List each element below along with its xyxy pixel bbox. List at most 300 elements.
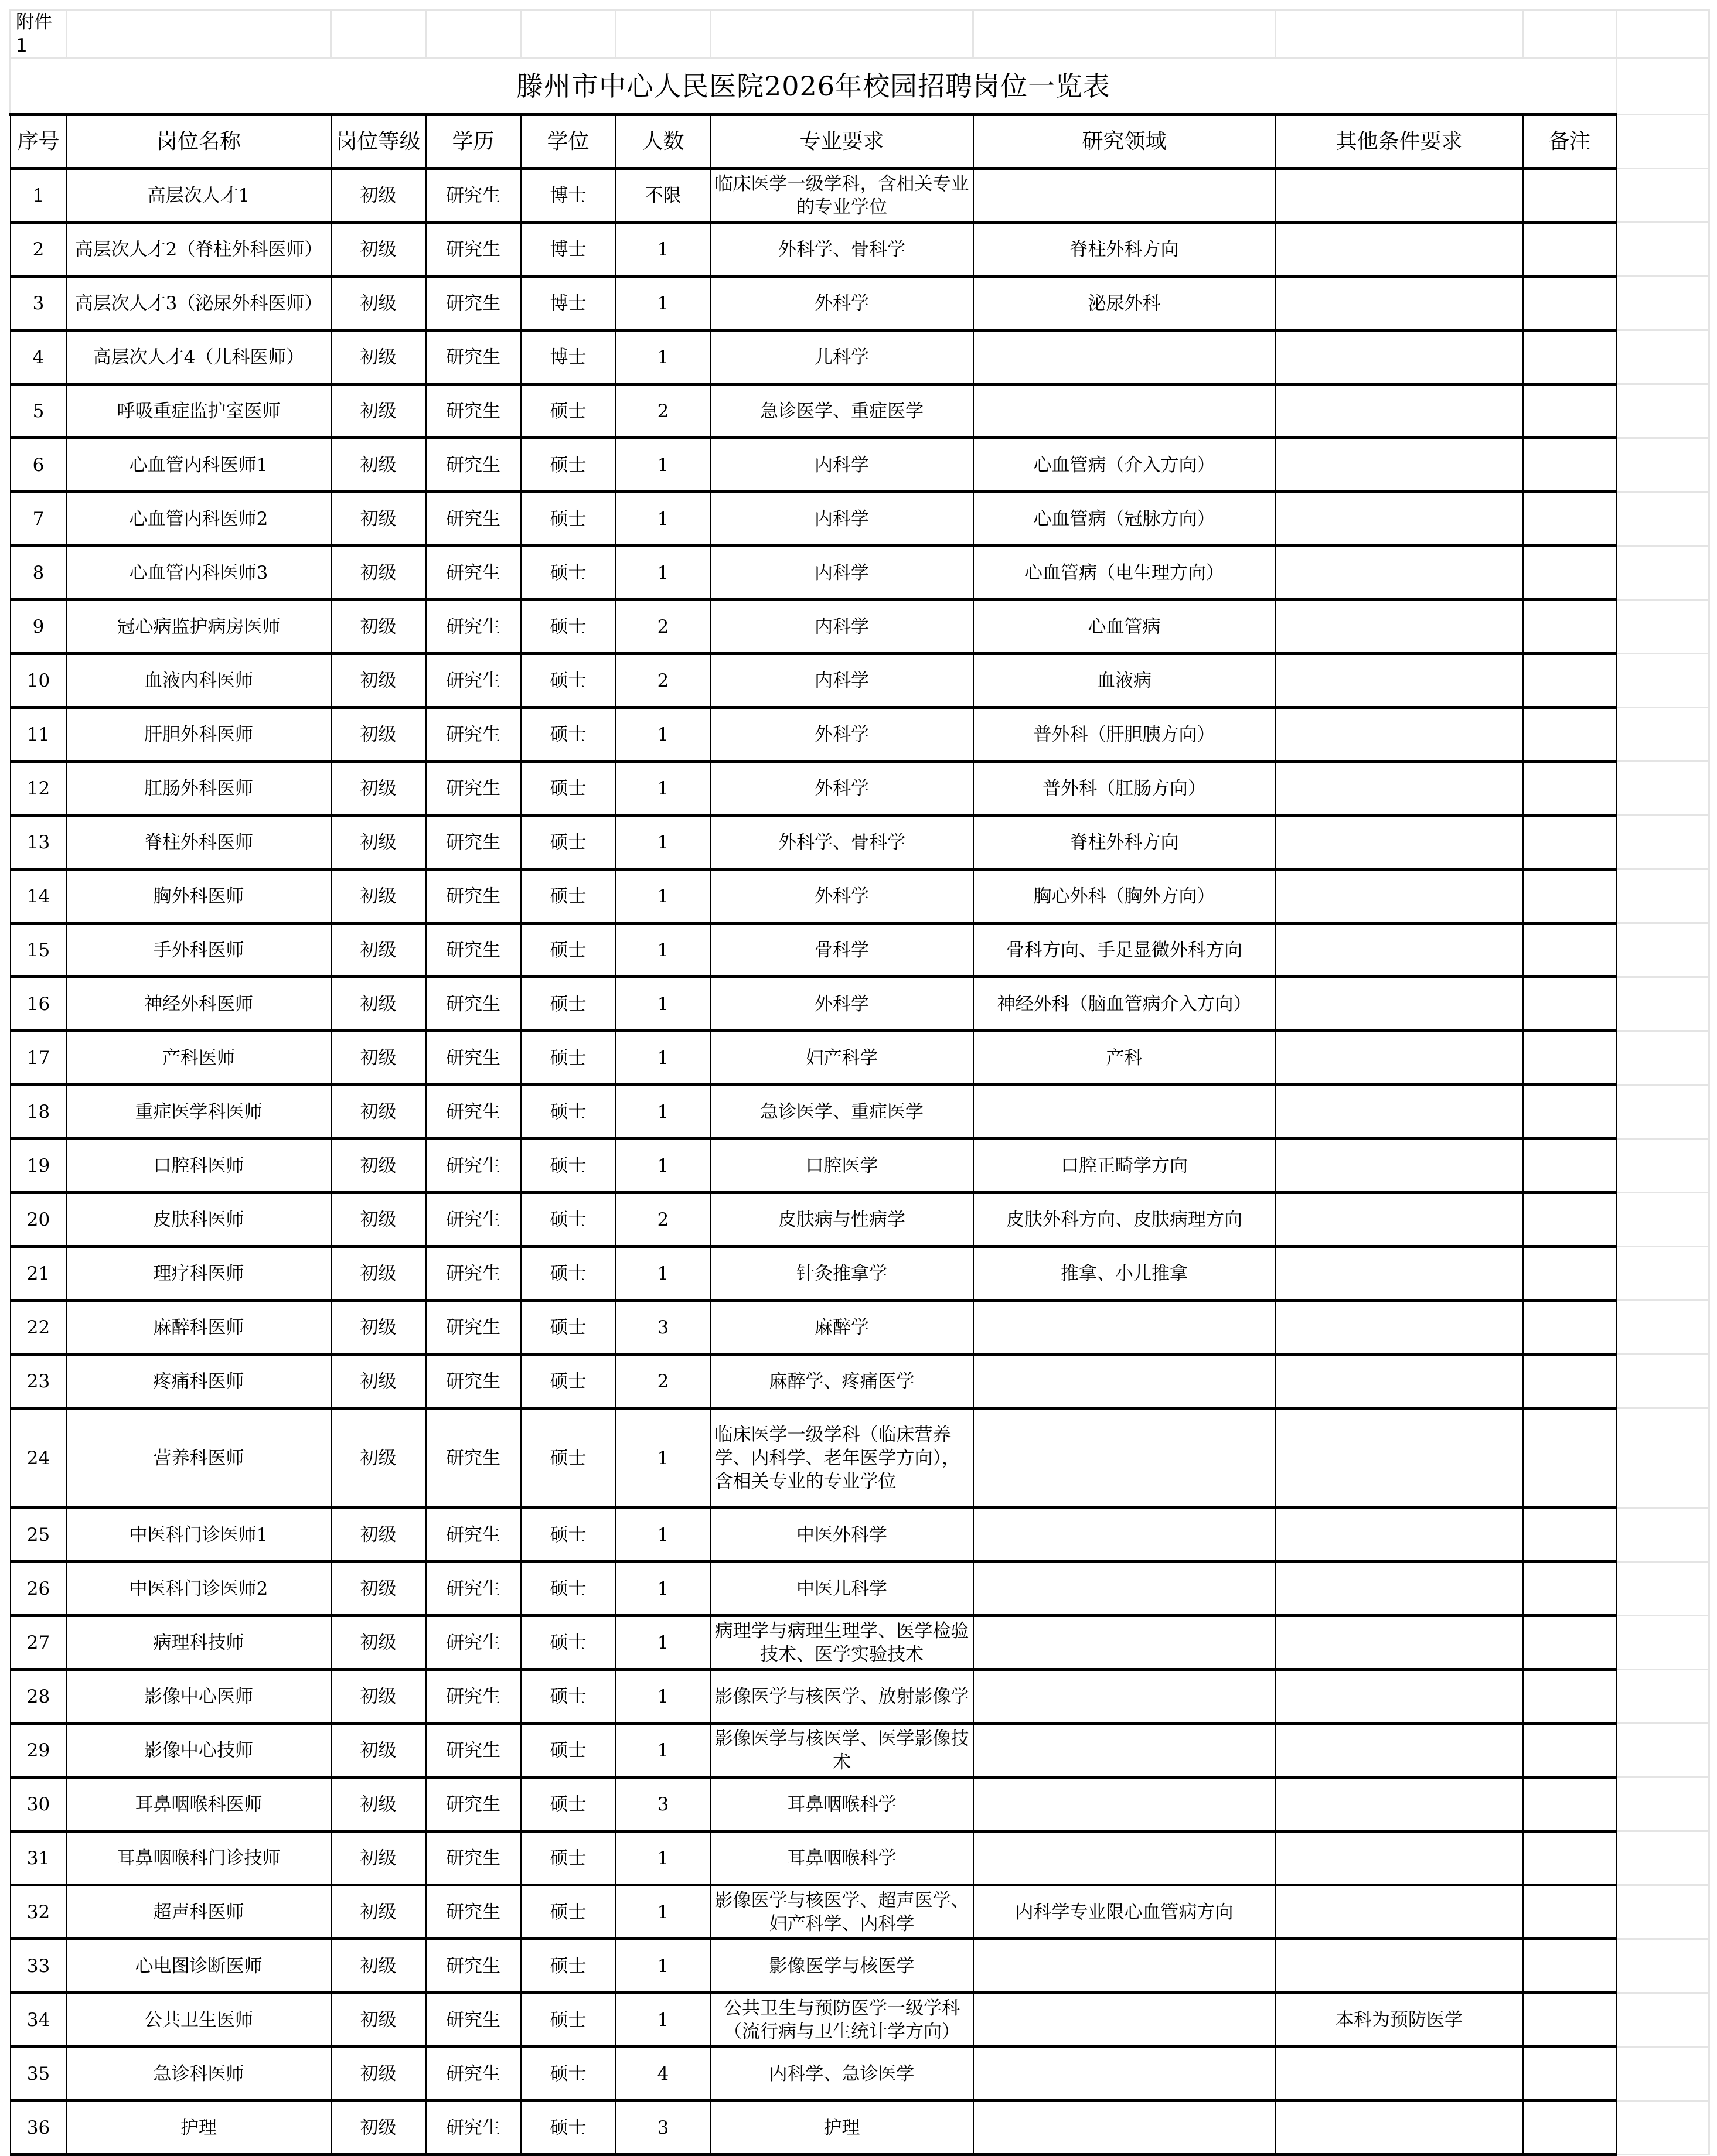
cell-count[interactable]: 1 [616,1085,711,1139]
cell-count[interactable]: 1 [616,223,711,277]
cell-position-name[interactable]: 中医科门诊医师1 [67,1508,331,1562]
empty-cell[interactable] [1617,923,1709,977]
cell-position-name[interactable]: 麻醉科医师 [67,1301,331,1355]
cell-count[interactable]: 3 [616,2101,711,2155]
cell-note[interactable] [1523,1247,1617,1301]
cell-major[interactable]: 中医外科学 [711,1508,973,1562]
cell-count[interactable]: 1 [616,492,711,546]
empty-cell[interactable] [1617,330,1709,384]
cell-position-name[interactable]: 高层次人才4（儿科医师） [67,330,331,384]
empty-cell[interactable] [1617,438,1709,492]
cell-degree[interactable]: 硕士 [521,1031,616,1085]
cell-note[interactable] [1523,869,1617,923]
empty-cell[interactable] [1617,869,1709,923]
cell-other[interactable] [1276,1508,1523,1562]
cell-degree[interactable]: 硕士 [521,1301,616,1355]
cell-major[interactable]: 外科学 [711,762,973,816]
cell-note[interactable] [1523,1301,1617,1355]
cell-count[interactable]: 2 [616,1355,711,1408]
cell-education[interactable]: 研究生 [426,1562,521,1616]
cell-degree[interactable]: 硕士 [521,869,616,923]
cell-level[interactable]: 初级 [331,1993,426,2047]
cell-count[interactable]: 2 [616,384,711,438]
cell-other[interactable] [1276,384,1523,438]
cell-research[interactable] [973,384,1276,438]
cell-level[interactable]: 初级 [331,384,426,438]
cell-major[interactable]: 耳鼻咽喉科学 [711,1831,973,1885]
cell-position-name[interactable]: 皮肤科医师 [67,1193,331,1247]
cell-level[interactable]: 初级 [331,1031,426,1085]
cell-major[interactable]: 外科学 [711,869,973,923]
cell-note[interactable] [1523,977,1617,1031]
cell-note[interactable] [1523,923,1617,977]
cell-count[interactable]: 1 [616,1724,711,1778]
cell-note[interactable] [1523,169,1617,223]
cell-research[interactable]: 血液病 [973,654,1276,708]
cell-education[interactable]: 研究生 [426,923,521,977]
empty-cell[interactable] [1617,1139,1709,1193]
cell-research[interactable]: 心血管病（介入方向） [973,438,1276,492]
empty-cell[interactable] [1617,546,1709,600]
cell-degree[interactable]: 硕士 [521,546,616,600]
empty-cell[interactable] [1617,1939,1709,1993]
cell-other[interactable] [1276,2047,1523,2101]
cell-major[interactable]: 麻醉学、疼痛医学 [711,1355,973,1408]
cell-count[interactable]: 1 [616,1031,711,1085]
cell-count[interactable]: 1 [616,816,711,869]
cell-other[interactable] [1276,1193,1523,1247]
cell-no[interactable]: 34 [11,1993,67,2047]
cell-note[interactable] [1523,1355,1617,1408]
cell-note[interactable] [1523,708,1617,762]
cell-position-name[interactable]: 手外科医师 [67,923,331,977]
cell-position-name[interactable]: 胸外科医师 [67,869,331,923]
cell-major[interactable]: 影像医学与核医学 [711,1939,973,1993]
cell-level[interactable]: 初级 [331,1670,426,1724]
empty-cell[interactable] [1617,1778,1709,1831]
cell-education[interactable]: 研究生 [426,1831,521,1885]
cell-level[interactable]: 初级 [331,1939,426,1993]
cell-level[interactable]: 初级 [331,600,426,654]
cell-major[interactable]: 临床医学一级学科，含相关专业的专业学位 [711,169,973,223]
cell-no[interactable]: 1 [11,169,67,223]
cell-position-name[interactable]: 产科医师 [67,1031,331,1085]
cell-education[interactable]: 研究生 [426,1885,521,1939]
cell-no[interactable]: 18 [11,1085,67,1139]
cell-count[interactable]: 4 [616,2047,711,2101]
cell-position-name[interactable]: 心血管内科医师2 [67,492,331,546]
cell-degree[interactable]: 博士 [521,330,616,384]
cell-other[interactable] [1276,869,1523,923]
empty-cell[interactable] [1617,2047,1709,2101]
cell-count[interactable]: 1 [616,762,711,816]
cell-degree[interactable]: 硕士 [521,1939,616,1993]
empty-cell[interactable] [1617,762,1709,816]
cell-other[interactable] [1276,277,1523,330]
cell-education[interactable]: 研究生 [426,1508,521,1562]
cell-research[interactable]: 胸心外科（胸外方向） [973,869,1276,923]
cell-position-name[interactable]: 呼吸重症监护室医师 [67,384,331,438]
cell-no[interactable]: 19 [11,1139,67,1193]
empty-cell[interactable] [1617,492,1709,546]
empty-cell[interactable] [1617,816,1709,869]
cell-major[interactable]: 影像医学与核医学、放射影像学 [711,1670,973,1724]
cell-other[interactable] [1276,1670,1523,1724]
cell-level[interactable]: 初级 [331,1508,426,1562]
cell-major[interactable]: 儿科学 [711,330,973,384]
cell-degree[interactable]: 硕士 [521,1193,616,1247]
cell-position-name[interactable]: 冠心病监护病房医师 [67,600,331,654]
cell-position-name[interactable]: 高层次人才3（泌尿外科医师） [67,277,331,330]
cell-no[interactable]: 30 [11,1778,67,1831]
cell-other[interactable] [1276,708,1523,762]
empty-cell[interactable] [1617,1193,1709,1247]
cell-no[interactable]: 9 [11,600,67,654]
cell-degree[interactable]: 硕士 [521,600,616,654]
cell-major[interactable]: 病理学与病理生理学、医学检验技术、医学实验技术 [711,1616,973,1670]
cell-note[interactable] [1523,1562,1617,1616]
cell-note[interactable] [1523,1885,1617,1939]
col-header-other[interactable]: 其他条件要求 [1276,115,1523,169]
cell-no[interactable]: 3 [11,277,67,330]
col-header-count[interactable]: 人数 [616,115,711,169]
cell-note[interactable] [1523,1508,1617,1562]
cell-count[interactable]: 1 [616,277,711,330]
cell-position-name[interactable]: 血液内科医师 [67,654,331,708]
cell-education[interactable]: 研究生 [426,816,521,869]
cell-research[interactable] [973,1831,1276,1885]
cell-research[interactable]: 皮肤外科方向、皮肤病理方向 [973,1193,1276,1247]
cell-note[interactable] [1523,654,1617,708]
cell-degree[interactable]: 硕士 [521,1885,616,1939]
cell-education[interactable]: 研究生 [426,384,521,438]
empty-cell[interactable] [1617,1724,1709,1778]
cell-degree[interactable]: 硕士 [521,708,616,762]
cell-degree[interactable]: 硕士 [521,492,616,546]
cell-no[interactable]: 7 [11,492,67,546]
cell-position-name[interactable]: 重症医学科医师 [67,1085,331,1139]
cell-degree[interactable]: 硕士 [521,2047,616,2101]
cell-research[interactable]: 普外科（肝胆胰方向） [973,708,1276,762]
cell-level[interactable]: 初级 [331,1301,426,1355]
col-header-major[interactable]: 专业要求 [711,115,973,169]
cell-research[interactable]: 骨科方向、手足显微外科方向 [973,923,1276,977]
cell-major[interactable]: 麻醉学 [711,1301,973,1355]
cell-no[interactable]: 32 [11,1885,67,1939]
cell-research[interactable] [973,1616,1276,1670]
empty-cell[interactable] [1617,1408,1709,1508]
cell-research[interactable] [973,1408,1276,1508]
cell-position-name[interactable]: 超声科医师 [67,1885,331,1939]
cell-note[interactable] [1523,492,1617,546]
cell-education[interactable]: 研究生 [426,223,521,277]
cell-education[interactable]: 研究生 [426,438,521,492]
cell-level[interactable]: 初级 [331,1139,426,1193]
empty-cell[interactable] [1617,1508,1709,1562]
cell-other[interactable] [1276,223,1523,277]
cell-no[interactable]: 5 [11,384,67,438]
cell-note[interactable] [1523,1939,1617,1993]
cell-education[interactable]: 研究生 [426,1778,521,1831]
cell-position-name[interactable]: 耳鼻咽喉科医师 [67,1778,331,1831]
cell-position-name[interactable]: 口腔科医师 [67,1139,331,1193]
empty-cell[interactable] [1617,1301,1709,1355]
cell-level[interactable]: 初级 [331,492,426,546]
cell-position-name[interactable]: 耳鼻咽喉科门诊技师 [67,1831,331,1885]
cell-other[interactable] [1276,1355,1523,1408]
cell-research[interactable] [973,1508,1276,1562]
cell-no[interactable]: 33 [11,1939,67,1993]
cell-no[interactable]: 15 [11,923,67,977]
empty-cell[interactable] [1617,600,1709,654]
cell-research[interactable] [973,330,1276,384]
cell-no[interactable]: 13 [11,816,67,869]
cell-note[interactable] [1523,1139,1617,1193]
cell-education[interactable]: 研究生 [426,492,521,546]
cell-degree[interactable]: 硕士 [521,1408,616,1508]
cell-other[interactable] [1276,169,1523,223]
cell-other[interactable] [1276,762,1523,816]
cell-count[interactable]: 1 [616,1670,711,1724]
col-header-name[interactable]: 岗位名称 [67,115,331,169]
cell-education[interactable]: 研究生 [426,1031,521,1085]
cell-education[interactable]: 研究生 [426,654,521,708]
cell-no[interactable]: 27 [11,1616,67,1670]
cell-count[interactable]: 1 [616,1939,711,1993]
empty-cell[interactable] [1617,1355,1709,1408]
cell-no[interactable]: 14 [11,869,67,923]
cell-level[interactable]: 初级 [331,277,426,330]
empty-cell[interactable] [1617,169,1709,223]
cell-level[interactable]: 初级 [331,977,426,1031]
cell-position-name[interactable]: 病理科技师 [67,1616,331,1670]
cell-education[interactable]: 研究生 [426,1616,521,1670]
cell-level[interactable]: 初级 [331,816,426,869]
cell-no[interactable]: 4 [11,330,67,384]
cell-other[interactable] [1276,1031,1523,1085]
cell-degree[interactable]: 硕士 [521,1085,616,1139]
cell-other[interactable] [1276,492,1523,546]
empty-cell[interactable] [1617,1616,1709,1670]
cell-level[interactable]: 初级 [331,1355,426,1408]
cell-count[interactable]: 1 [616,1508,711,1562]
cell-note[interactable] [1523,762,1617,816]
cell-other[interactable] [1276,1408,1523,1508]
cell-research[interactable] [973,1993,1276,2047]
cell-no[interactable]: 11 [11,708,67,762]
empty-cell[interactable] [1617,223,1709,277]
cell-degree[interactable]: 博士 [521,277,616,330]
cell-note[interactable] [1523,277,1617,330]
empty-cell[interactable] [1617,1993,1709,2047]
cell-education[interactable]: 研究生 [426,1085,521,1139]
cell-no[interactable]: 2 [11,223,67,277]
cell-major[interactable]: 外科学 [711,708,973,762]
cell-count[interactable]: 2 [616,600,711,654]
cell-education[interactable]: 研究生 [426,1139,521,1193]
cell-major[interactable]: 影像医学与核医学、超声医学、妇产科学、内科学 [711,1885,973,1939]
cell-major[interactable]: 内科学、急诊医学 [711,2047,973,2101]
empty-cell[interactable] [1617,2101,1709,2155]
cell-no[interactable]: 12 [11,762,67,816]
cell-position-name[interactable]: 急诊科医师 [67,2047,331,2101]
cell-no[interactable]: 31 [11,1831,67,1885]
cell-degree[interactable]: 硕士 [521,384,616,438]
cell-level[interactable]: 初级 [331,654,426,708]
cell-other[interactable] [1276,1831,1523,1885]
cell-no[interactable]: 25 [11,1508,67,1562]
cell-note[interactable] [1523,330,1617,384]
cell-education[interactable]: 研究生 [426,2101,521,2155]
cell-major[interactable]: 内科学 [711,600,973,654]
cell-note[interactable] [1523,1778,1617,1831]
cell-note[interactable] [1523,1085,1617,1139]
cell-level[interactable]: 初级 [331,1885,426,1939]
cell-education[interactable]: 研究生 [426,708,521,762]
cell-note[interactable] [1523,223,1617,277]
cell-note[interactable] [1523,1031,1617,1085]
cell-other[interactable] [1276,1939,1523,1993]
cell-count[interactable]: 3 [616,1778,711,1831]
cell-education[interactable]: 研究生 [426,330,521,384]
cell-other[interactable] [1276,816,1523,869]
cell-level[interactable]: 初级 [331,2101,426,2155]
cell-level[interactable]: 初级 [331,1831,426,1885]
cell-note[interactable] [1523,1993,1617,2047]
cell-position-name[interactable]: 营养科医师 [67,1408,331,1508]
cell-other[interactable] [1276,438,1523,492]
cell-position-name[interactable]: 高层次人才1 [67,169,331,223]
cell-no[interactable]: 35 [11,2047,67,2101]
empty-cell[interactable] [1617,1562,1709,1616]
cell-education[interactable]: 研究生 [426,600,521,654]
cell-no[interactable]: 8 [11,546,67,600]
cell-education[interactable]: 研究生 [426,762,521,816]
cell-level[interactable]: 初级 [331,923,426,977]
cell-education[interactable]: 研究生 [426,546,521,600]
cell-no[interactable]: 22 [11,1301,67,1355]
cell-position-name[interactable]: 神经外科医师 [67,977,331,1031]
cell-education[interactable]: 研究生 [426,169,521,223]
cell-education[interactable]: 研究生 [426,1724,521,1778]
col-header-note[interactable]: 备注 [1523,115,1617,169]
cell-count[interactable]: 1 [616,438,711,492]
cell-research[interactable]: 普外科（肛肠方向） [973,762,1276,816]
cell-degree[interactable]: 硕士 [521,654,616,708]
cell-degree[interactable]: 博士 [521,169,616,223]
cell-level[interactable]: 初级 [331,1724,426,1778]
empty-cell[interactable] [1617,654,1709,708]
col-header-no[interactable]: 序号 [11,115,67,169]
cell-education[interactable]: 研究生 [426,1247,521,1301]
cell-position-name[interactable]: 心血管内科医师3 [67,546,331,600]
cell-level[interactable]: 初级 [331,438,426,492]
cell-position-name[interactable]: 中医科门诊医师2 [67,1562,331,1616]
cell-research[interactable]: 脊柱外科方向 [973,223,1276,277]
cell-major[interactable]: 耳鼻咽喉科学 [711,1778,973,1831]
cell-degree[interactable]: 硕士 [521,1993,616,2047]
cell-degree[interactable]: 硕士 [521,1616,616,1670]
cell-count[interactable]: 1 [616,1247,711,1301]
empty-cell[interactable] [1617,1247,1709,1301]
cell-degree[interactable]: 硕士 [521,1831,616,1885]
cell-major[interactable]: 外科学 [711,977,973,1031]
cell-research[interactable] [973,1724,1276,1778]
cell-degree[interactable]: 硕士 [521,1562,616,1616]
cell-major[interactable]: 外科学 [711,277,973,330]
empty-cell[interactable] [1617,977,1709,1031]
cell-level[interactable]: 初级 [331,1193,426,1247]
cell-note[interactable] [1523,600,1617,654]
cell-level[interactable]: 初级 [331,1408,426,1508]
cell-research[interactable]: 心血管病（电生理方向） [973,546,1276,600]
empty-cell[interactable] [1617,1885,1709,1939]
cell-count[interactable]: 1 [616,1139,711,1193]
cell-major[interactable]: 骨科学 [711,923,973,977]
cell-other[interactable] [1276,600,1523,654]
cell-level[interactable]: 初级 [331,330,426,384]
cell-education[interactable]: 研究生 [426,1670,521,1724]
cell-count[interactable]: 1 [616,708,711,762]
cell-other[interactable] [1276,546,1523,600]
cell-no[interactable]: 23 [11,1355,67,1408]
cell-note[interactable] [1523,816,1617,869]
cell-education[interactable]: 研究生 [426,977,521,1031]
cell-other[interactable] [1276,1085,1523,1139]
cell-education[interactable]: 研究生 [426,277,521,330]
cell-degree[interactable]: 博士 [521,223,616,277]
cell-research[interactable] [973,1301,1276,1355]
cell-research[interactable] [973,1085,1276,1139]
cell-degree[interactable]: 硕士 [521,977,616,1031]
cell-note[interactable] [1523,1616,1617,1670]
cell-position-name[interactable]: 脊柱外科医师 [67,816,331,869]
cell-no[interactable]: 29 [11,1724,67,1778]
cell-position-name[interactable]: 疼痛科医师 [67,1355,331,1408]
cell-no[interactable]: 36 [11,2101,67,2155]
cell-research[interactable]: 神经外科（脑血管病介入方向） [973,977,1276,1031]
cell-degree[interactable]: 硕士 [521,816,616,869]
cell-position-name[interactable]: 肛肠外科医师 [67,762,331,816]
empty-cell[interactable] [1617,1831,1709,1885]
cell-position-name[interactable]: 心电图诊断医师 [67,1939,331,1993]
cell-major[interactable]: 内科学 [711,492,973,546]
col-header-degree[interactable]: 学位 [521,115,616,169]
cell-level[interactable]: 初级 [331,169,426,223]
cell-no[interactable]: 21 [11,1247,67,1301]
cell-count[interactable]: 1 [616,1562,711,1616]
cell-major[interactable]: 妇产科学 [711,1031,973,1085]
cell-other[interactable]: 本科为预防医学 [1276,1993,1523,2047]
cell-major[interactable]: 内科学 [711,654,973,708]
cell-note[interactable] [1523,546,1617,600]
attachment-label[interactable]: 附件1 [11,10,67,59]
cell-note[interactable] [1523,1408,1617,1508]
cell-research[interactable] [973,1778,1276,1831]
cell-count[interactable]: 1 [616,1408,711,1508]
empty-cell[interactable] [1617,1031,1709,1085]
cell-research[interactable]: 推拿、小儿推拿 [973,1247,1276,1301]
cell-major[interactable]: 护理 [711,2101,973,2155]
cell-count[interactable]: 3 [616,1301,711,1355]
cell-count[interactable]: 1 [616,923,711,977]
cell-level[interactable]: 初级 [331,708,426,762]
cell-no[interactable]: 6 [11,438,67,492]
cell-position-name[interactable]: 公共卫生医师 [67,1993,331,2047]
cell-count[interactable]: 2 [616,654,711,708]
cell-research[interactable] [973,1939,1276,1993]
cell-research[interactable] [973,1670,1276,1724]
